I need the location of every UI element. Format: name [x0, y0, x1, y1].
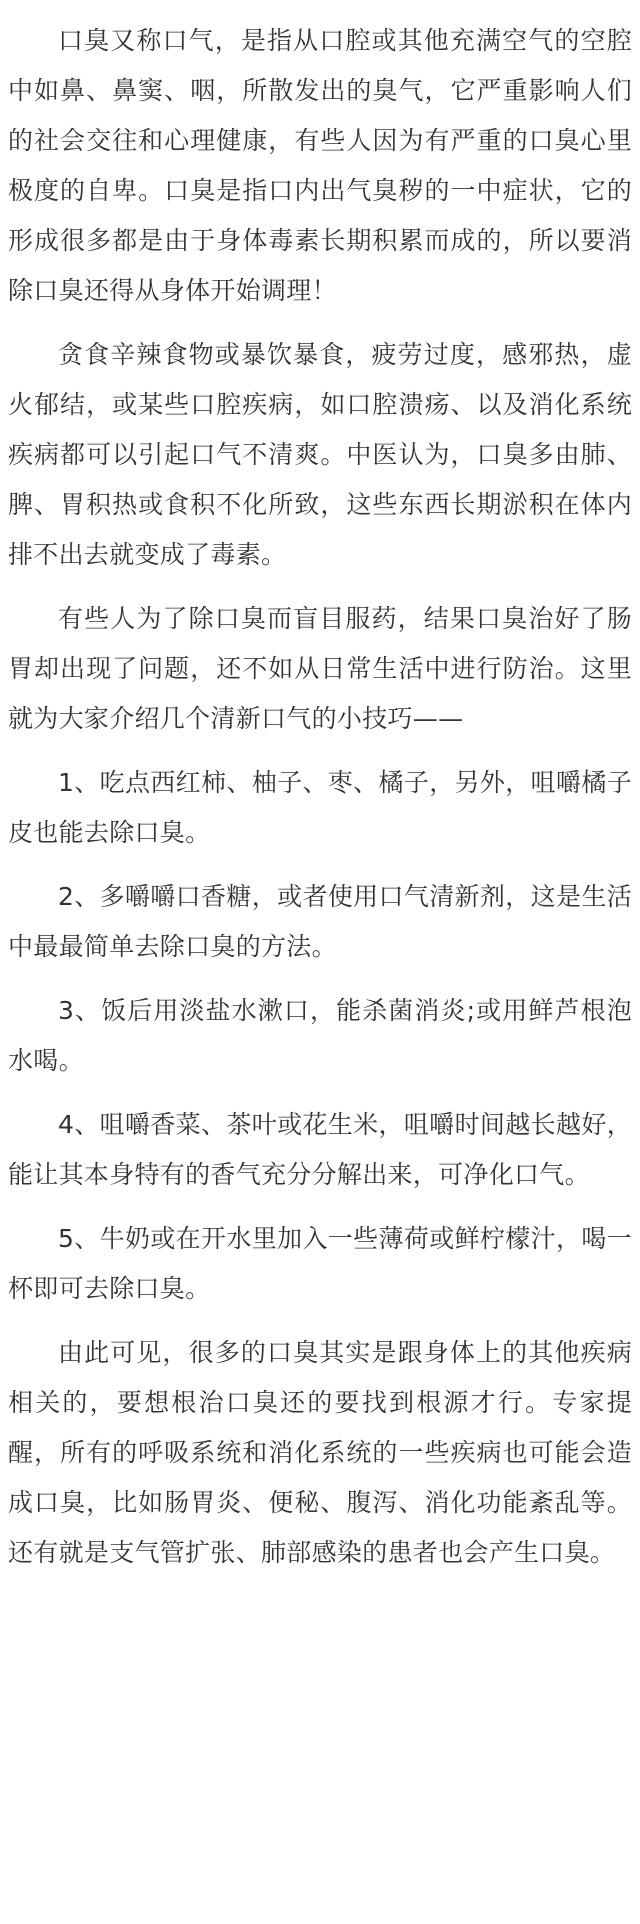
- paragraph-tip-2: 2、多嚼嚼口香糖，或者使用口气清新剂，这是生活中最最简单去除口臭的方法。: [8, 882, 632, 961]
- paragraph-intro: 口臭又称口气，是指从口腔或其他充满空气的空腔中如鼻、鼻窦、咽，所散发出的臭气，它严重影响人们的社会交往和心理健康，有些人因为有严重的口臭心里极度的自卑。口臭是指口内出气臭秽的一中症状，它的形成很多都是由于身体毒素长期积累而成的，所以要消除口臭还得从身体开始调理！: [8, 26, 632, 305]
- paragraph-tip-3: 3、饭后用淡盐水漱口，能杀菌消炎;或用鲜芦根泡水喝。: [8, 996, 632, 1075]
- paragraph-tip-1: 1、吃点西红柿、柚子、枣、橘子，另外，咀嚼橘子皮也能去除口臭。: [8, 768, 632, 847]
- paragraph-conclusion: 由此可见，很多的口臭其实是跟身体上的其他疾病相关的，要想根治口臭还的要找到根源才行。专家提醒，所有的呼吸系统和消化系统的一些疾病也可能会造成口臭，比如肠胃炎、便秘、腹泻、消化功能紊乱等。还有就是支气管扩张、肺部感染的患者也会产生口臭。: [8, 1338, 632, 1567]
- paragraph-causes: 贪食辛辣食物或暴饮暴食，疲劳过度，感邪热，虚火郁结，或某些口腔疾病，如口腔溃疡、以及消化系统疾病都可以引起口气不清爽。中医认为，口臭多由肺、脾、胃积热或食积不化所致，这些东西长期淤积在体内排不出去就变成了毒素。: [8, 340, 632, 569]
- paragraph-tip-5: 5、牛奶或在开水里加入一些薄荷或鲜柠檬汁，喝一杯即可去除口臭。: [8, 1224, 632, 1303]
- paragraph-tip-4: 4、咀嚼香菜、茶叶或花生米，咀嚼时间越长越好，能让其本身特有的香气充分分解出来，可净化口气。: [8, 1110, 632, 1189]
- paragraph-tips-intro: 有些人为了除口臭而盲目服药，结果口臭治好了肠胃却出现了问题，还不如从日常生活中进行防治。这里就为大家介绍几个清新口气的小技巧——: [8, 604, 632, 733]
